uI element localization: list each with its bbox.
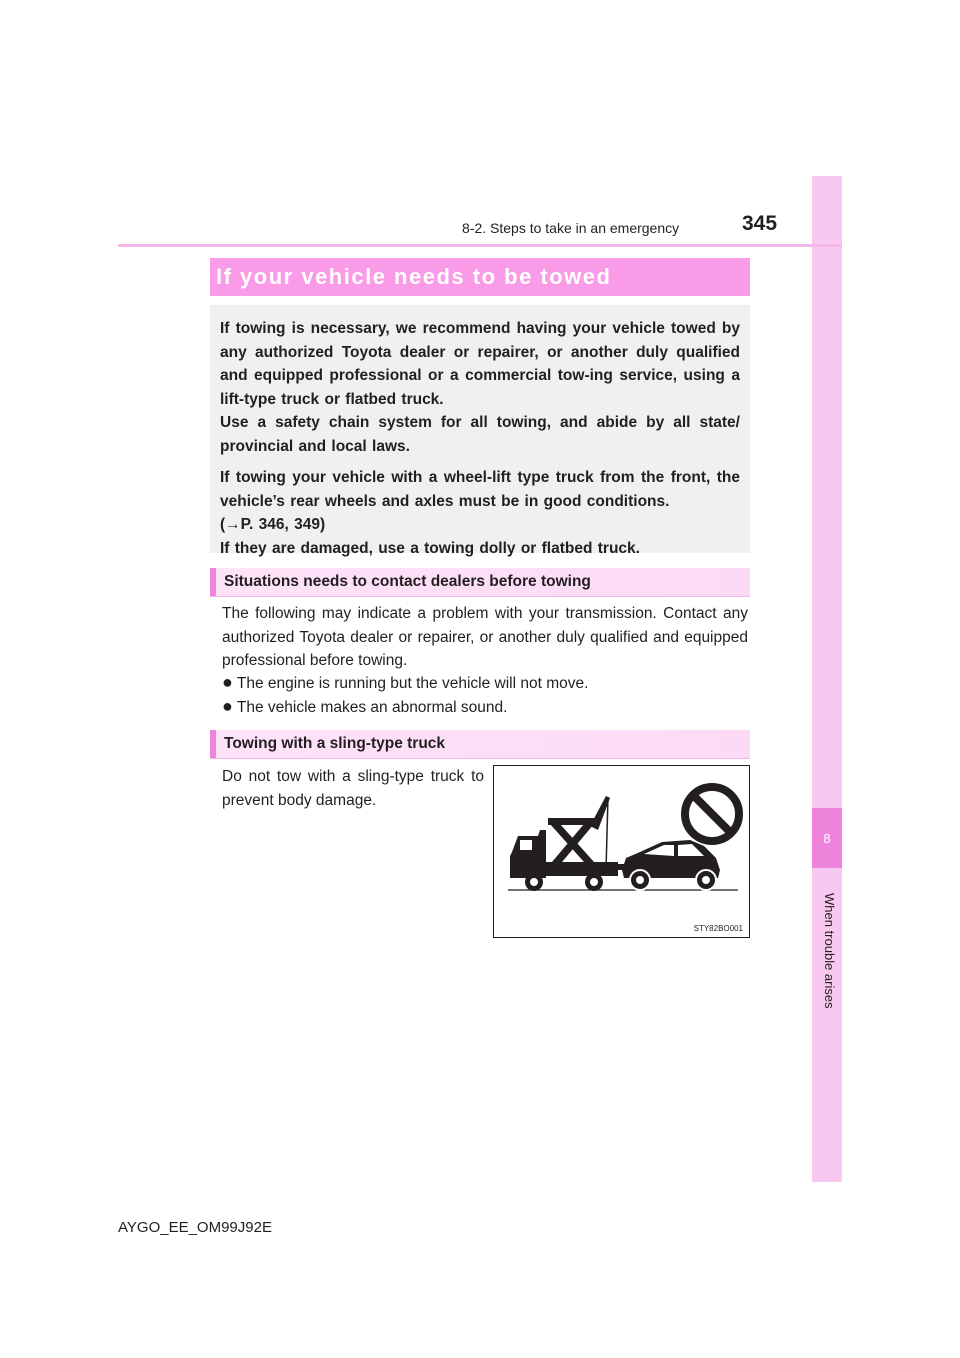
bullet-text: The engine is running but the vehicle will not move. (236, 675, 589, 692)
section-reference: 8-2. Steps to take in an emergency (462, 220, 680, 236)
heading-accent-bar (210, 568, 216, 596)
situations-intro: The following may indicate a problem with your transmission. Contact any authorized Toyota dealer or repairer, or another duly qualified and equipped professional before towing. (222, 605, 748, 669)
chapter-number: 8 (823, 830, 831, 846)
page-reference-link[interactable]: (→P. 346, 349) (220, 516, 326, 533)
figure-code: STY82BO001 (693, 924, 743, 933)
summary-paragraph-2: Use a safety chain system for all towing, and abide by all state/ provincial and local laws. (220, 414, 740, 455)
chapter-label: When trouble arises (822, 893, 837, 1009)
tow-truck-illustration (494, 766, 749, 937)
summary-paragraph-1: If towing is necessary, we recommend having your vehicle towed by any authorized Toyota dealer or repairer, or another duly qualified and equipped professional or a commercial tow-ing service, using a lift-type truck or flatbed truck. (220, 320, 740, 408)
situations-heading-text: Situations needs to contact dealers before towing (224, 573, 591, 590)
tow-truck-icon (510, 796, 628, 891)
summary-paragraph-3 (220, 466, 740, 560)
sling-text: Do not tow with a sling-type truck to prevent body damage. (222, 768, 484, 809)
summary-box (210, 305, 750, 557)
car-icon (622, 840, 720, 890)
heading-accent-bar (210, 730, 216, 758)
side-tab (812, 176, 842, 1182)
header-divider (118, 244, 842, 247)
situations-heading (210, 568, 750, 597)
document-code: AYGO_EE_OM99J92E (118, 1219, 272, 1236)
page-title: If your vehicle needs to be towed (216, 264, 612, 289)
sling-heading (210, 730, 750, 759)
chapter-number-tab (812, 808, 842, 868)
list-item (222, 671, 588, 696)
bullet-icon: ● (222, 672, 233, 692)
list-item (222, 695, 507, 720)
bullet-icon: ● (222, 696, 233, 716)
sling-truck-figure (493, 765, 750, 938)
sling-heading-text: Towing with a sling-type truck (224, 735, 446, 752)
bullet-text: The vehicle makes an abnormal sound. (236, 699, 508, 716)
summary-paragraph-3c: If they are damaged, use a towing dolly or flatbed truck. (220, 539, 640, 557)
summary-paragraph-3a: If towing your vehicle with a wheel-lift type truck from the front, the vehicle’s rear wheels and axles must be in good conditions. (220, 469, 740, 510)
page-number: 345 (742, 212, 778, 235)
prohibition-icon (685, 787, 739, 841)
